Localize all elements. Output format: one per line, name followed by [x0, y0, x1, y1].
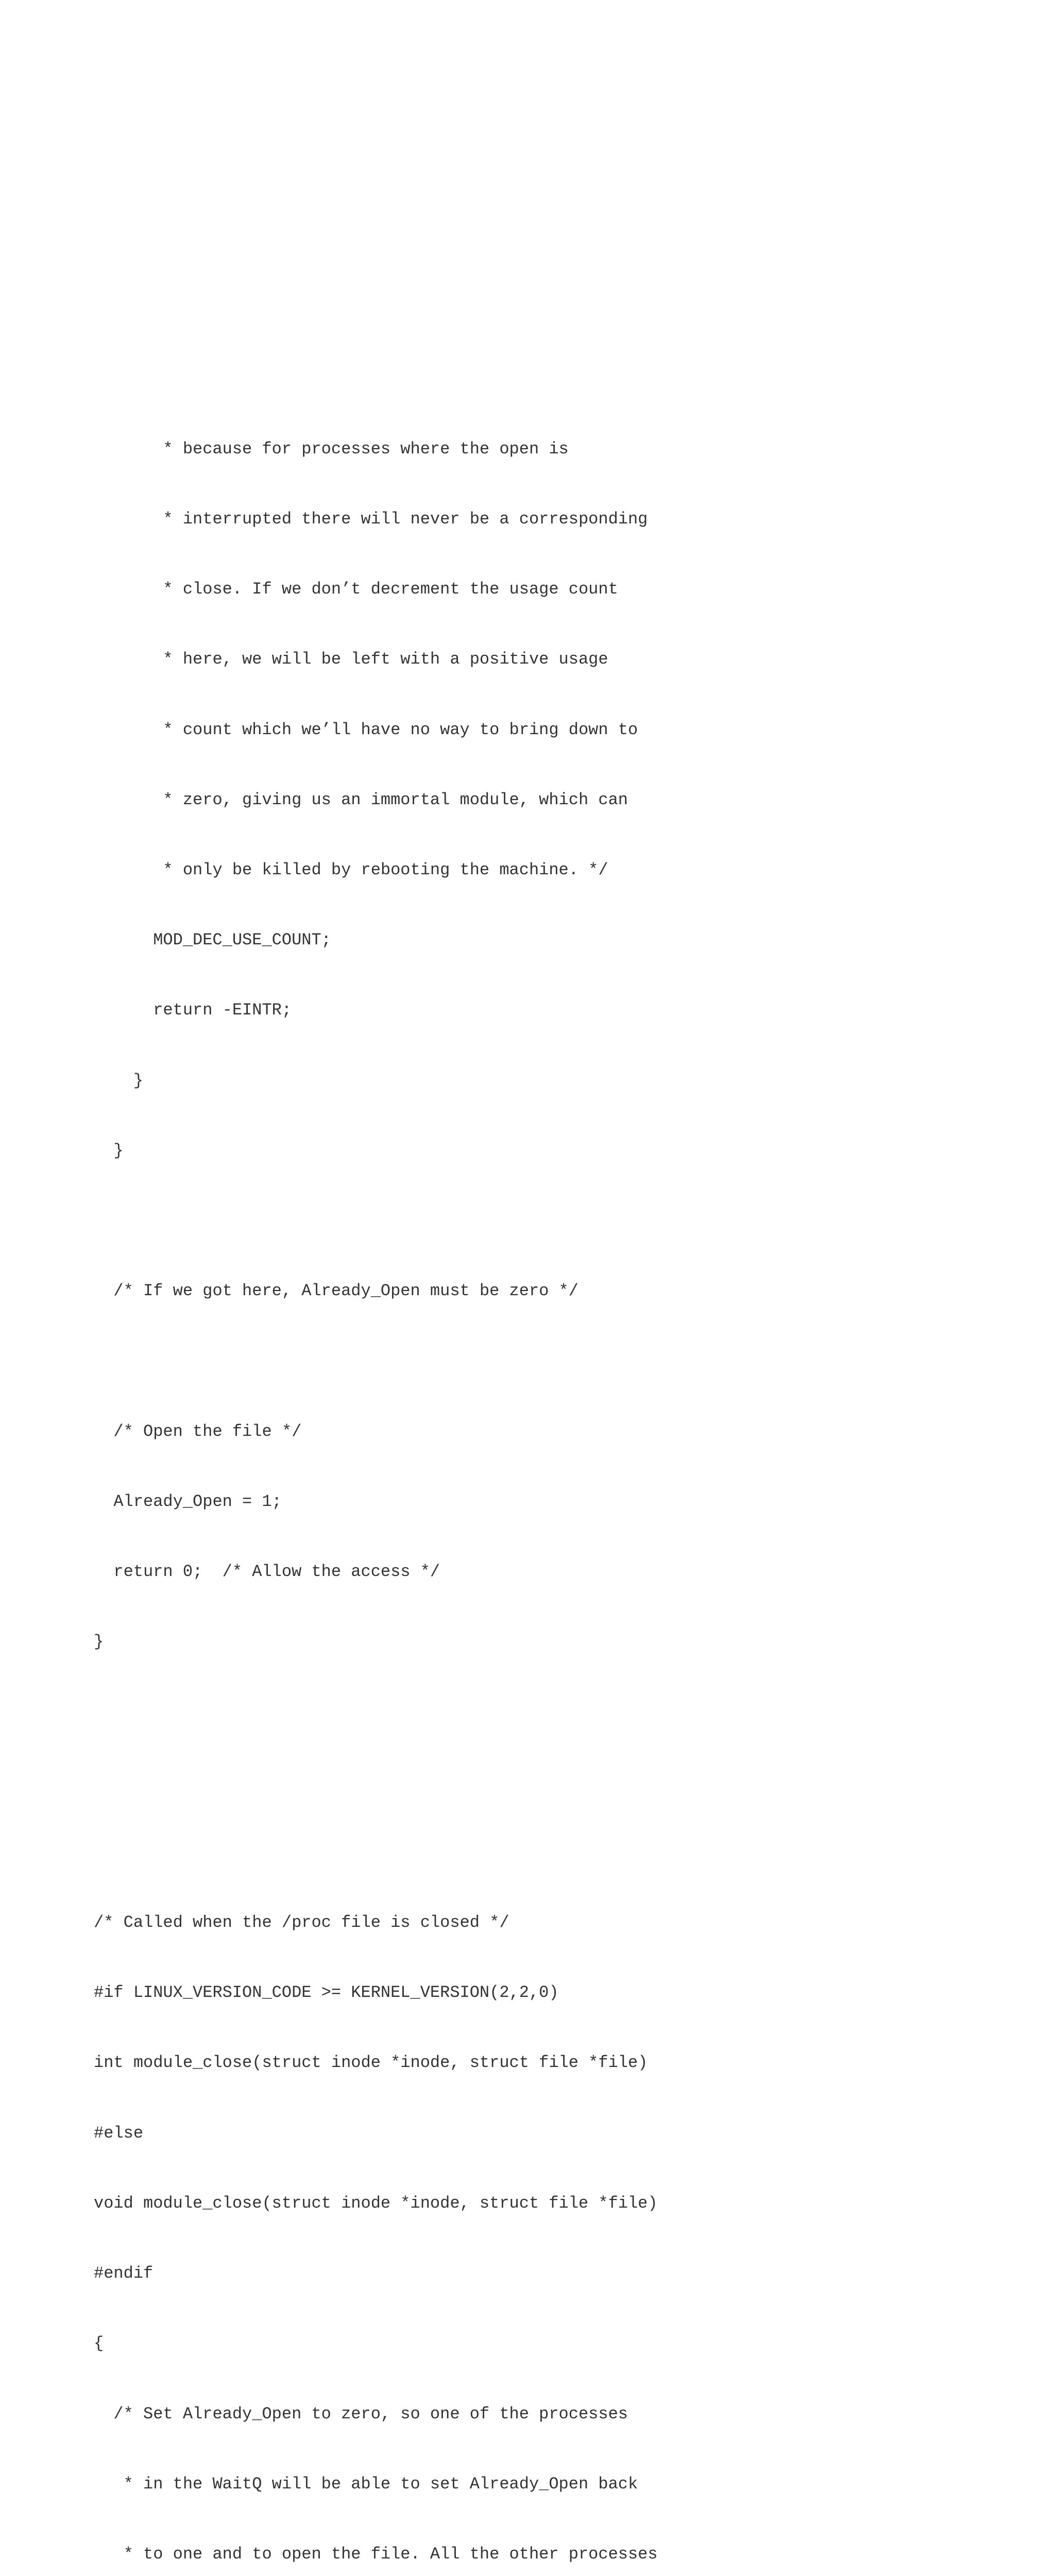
code-line: * zero, giving us an immortal module, which can [94, 790, 628, 809]
code-line: MOD_DEC_USE_COUNT; [94, 930, 331, 950]
code-line: Already_Open = 1; [94, 1492, 282, 1511]
code-line: * close. If we don’t decrement the usage count [94, 580, 618, 599]
code-line [94, 1841, 658, 1864]
code-line: #if LINUX_VERSION_CODE >= KERNEL_VERSION(2,2,0) [94, 1983, 559, 2003]
code-line: * interrupted there will never be a corresponding [94, 510, 648, 529]
code-line: /* Set Already_Open to zero, so one of the processes [94, 2404, 628, 2424]
code-line: return 0; /* Allow the access */ [94, 1562, 440, 1582]
code-line: /* Open the file */ [94, 1421, 302, 1441]
code-line [94, 1209, 658, 1232]
code-line [94, 1700, 658, 1723]
code-line: #else [94, 2123, 144, 2143]
code-line: } [94, 1071, 144, 1090]
code-line: int module_close(struct inode *inode, struct file *file) [94, 2053, 648, 2073]
code-line: void module_close(struct inode *inode, struct file *file) [94, 2193, 658, 2213]
code-line: } [94, 1141, 124, 1160]
code-line: * here, we will be left with a positive usage [94, 650, 608, 669]
code-line: /* Called when the /proc file is closed */ [94, 1913, 509, 1933]
code-line [94, 1771, 658, 1794]
code-line: * only be killed by rebooting the machine. */ [94, 860, 608, 880]
code-listing [94, 391, 658, 2576]
code-line [94, 1349, 658, 1372]
code-line: { [94, 2334, 104, 2353]
code-line: * in the WaitQ will be able to set Already_Open back [94, 2474, 638, 2494]
code-line: } [94, 1632, 104, 1652]
code-line: * to one and to open the file. All the other processes [94, 2544, 658, 2564]
code-line: * count which we’ll have no way to bring down to [94, 720, 638, 739]
code-line: /* If we got here, Already_Open must be zero */ [94, 1281, 578, 1301]
code-line: * because for processes where the open is [94, 439, 569, 459]
code-line: return -EINTR; [94, 1001, 292, 1020]
code-line: #endif [94, 2264, 154, 2283]
